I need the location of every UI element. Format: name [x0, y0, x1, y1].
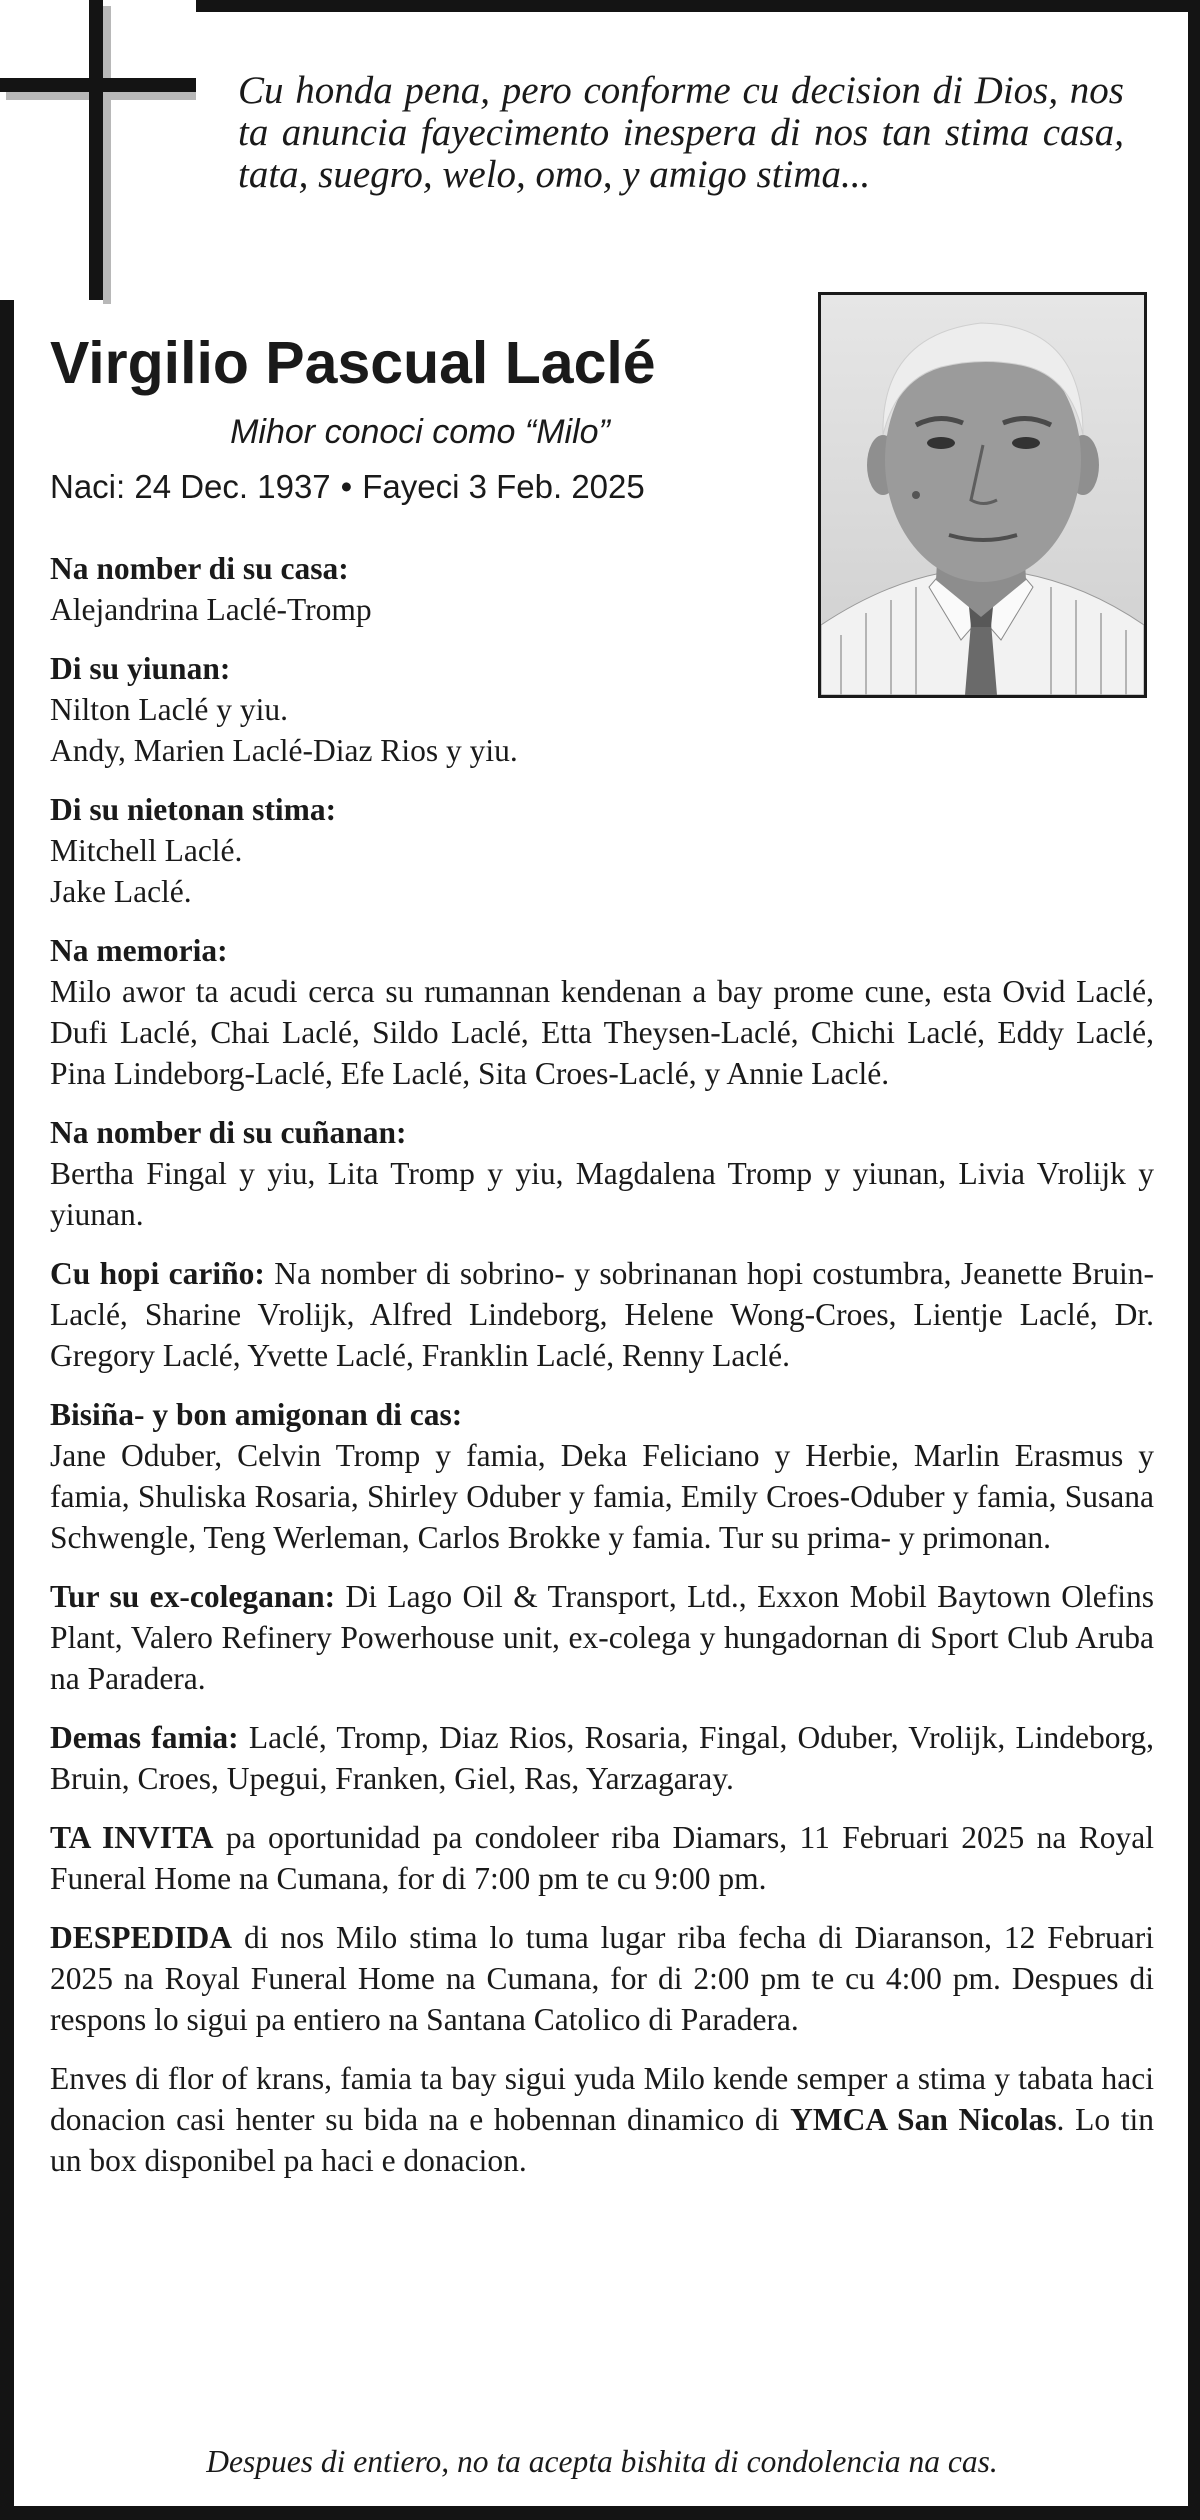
section-text: Laclé, Tromp, Diaz Rios, Rosaria, Fingal, Oduber, Vrolijk, Lindeborg, Bruin, Croes, Upegui, Franken, Giel, Ras, Yarzagaray.: [50, 1720, 1155, 1796]
section-donation: [50, 2058, 1154, 2181]
closing-note: Despues di entiero, no ta acepta bishita di condolencia na cas.: [206, 2444, 998, 2479]
section-text: Milo awor ta acudi cerca su rumannan kendenan a bay prome cune, esta Ovid Laclé, Dufi Laclé, Chai Laclé, Sildo Laclé, Etta Theysen-Laclé, Chichi Laclé, Eddy Laclé, Pina Lindeborg-Laclé, Efe Laclé, Sita Croes-Laclé, y Annie Laclé.: [50, 974, 1154, 1091]
section-label: Di su yiunan:: [50, 651, 231, 686]
section-text: di nos Milo stima lo tuma lugar riba fecha di Diaranson, 12 Februari 2025 na Royal Funeral Home na Cumana, for di 2:00 pm te cu 4:00 pm. Despues di respons lo sigui pa entiero na Santana Catolico di Paradera.: [50, 1920, 1154, 2037]
section-label: Di su nietonan stima:: [50, 792, 337, 827]
section-text: Jane Oduber, Celvin Tromp y famia, Deka Feliciano y Herbie, Marlin Erasmus y famia, Shuliska Rosaria, Shirley Oduber y famia, Emily Croes-Oduber y famia, Susana Schwengle, Teng Werleman, Carlos Brokke y famia. Tur su prima- y primonan.: [50, 1438, 1154, 1555]
intro-text: Cu honda pena, pero conforme cu decision di Dios, nos ta anuncia fayecimento inespera di nos tan stima casa, tata, suegro, welo, omo, y amigo stima...: [238, 69, 1124, 196]
section-label: Bisiña- y bon amigonan di cas:: [50, 1397, 463, 1432]
section-neighbors: [50, 1394, 1154, 1558]
section-memory: [50, 930, 1154, 1094]
section-label: Cu hopi cariño:: [50, 1256, 265, 1291]
section-family: [50, 1717, 1154, 1799]
list-item: Jake Laclé.: [50, 874, 192, 909]
section-text: pa oportunidad pa condoleer riba Diamars, 11 Februari 2025 na Royal Funeral Home na Cumana, for di 7:00 pm te cu 9:00 pm.: [50, 1820, 1155, 1896]
section-label: DESPEDIDA: [50, 1920, 233, 1955]
obituary-body: [50, 548, 1154, 2199]
section-text: Di Lago Oil & Transport, Ltd., Exxon Mobil Baytown Olefins Plant, Valero Refinery Powerhouse unit, ex-colega y hungadornan di Sport Club Aruba na Paradera.: [50, 1579, 1155, 1696]
donation-organization: YMCA San Nicolas: [790, 2102, 1057, 2137]
section-label: TA INVITA: [50, 1820, 214, 1855]
section-beloved: [50, 1253, 1154, 1376]
list-item: Andy, Marien Laclé-Diaz Rios y yiu.: [50, 733, 518, 768]
section-farewell: [50, 1917, 1154, 2040]
card-border-bottom: [0, 2506, 1200, 2520]
section-label: Demas famia:: [50, 1720, 239, 1755]
deceased-name: Virgilio Pascual Laclé: [50, 330, 656, 396]
donation-text: Enves di flor of krans, famia ta bay sigui yuda Milo kende semper a stima y tabata haci donacion casi henter su bida na e hobennan dinamico di: [50, 2061, 1154, 2137]
section-text: Bertha Fingal y yiu, Lita Tromp y yiu, Magdalena Tromp y yiunan, Livia Vrolijk y yiunan.: [50, 1156, 1154, 1232]
section-label: Na nomber di su cuñanan:: [50, 1115, 407, 1150]
section-label: Tur su ex-coleganan:: [50, 1579, 336, 1614]
card-border-top: [196, 0, 1200, 12]
section-invitation: [50, 1817, 1154, 1899]
section-grandchildren: [50, 789, 1154, 912]
section-colleagues: [50, 1576, 1154, 1699]
list-item: Mitchell Laclé.: [50, 833, 243, 868]
section-text: Na nomber di sobrino- y sobrinanan hopi costumbra, Jeanette Bruin-Laclé, Sharine Vrolijk, Alfred Lindeborg, Helene Wong-Croes, Lientje Laclé, Dr. Gregory Laclé, Yvette Laclé, Franklin Laclé, Renny Laclé.: [50, 1256, 1154, 1373]
section-label: Na nomber di su casa:: [50, 551, 349, 586]
card-border-left: [0, 300, 14, 2520]
life-dates: [50, 465, 810, 509]
section-children: [50, 648, 1154, 771]
birth-date: Naci: 24 Dec. 1937: [50, 468, 331, 505]
section-label: Na memoria:: [50, 933, 228, 968]
donation-text-after: . Lo tin un box disponibel pa haci e donacion.: [50, 2102, 1155, 2178]
section-spouse: [50, 548, 1154, 630]
list-item: Nilton Laclé y yiu.: [50, 692, 288, 727]
date-separator: •: [340, 468, 353, 505]
list-item: Alejandrina Laclé-Tromp: [50, 592, 372, 627]
death-date: Fayeci 3 Feb. 2025: [362, 468, 645, 505]
section-in-laws: [50, 1112, 1154, 1235]
deceased-nickname: Mihor conoci como “Milo”: [230, 413, 610, 451]
card-border-right: [1188, 0, 1200, 2520]
